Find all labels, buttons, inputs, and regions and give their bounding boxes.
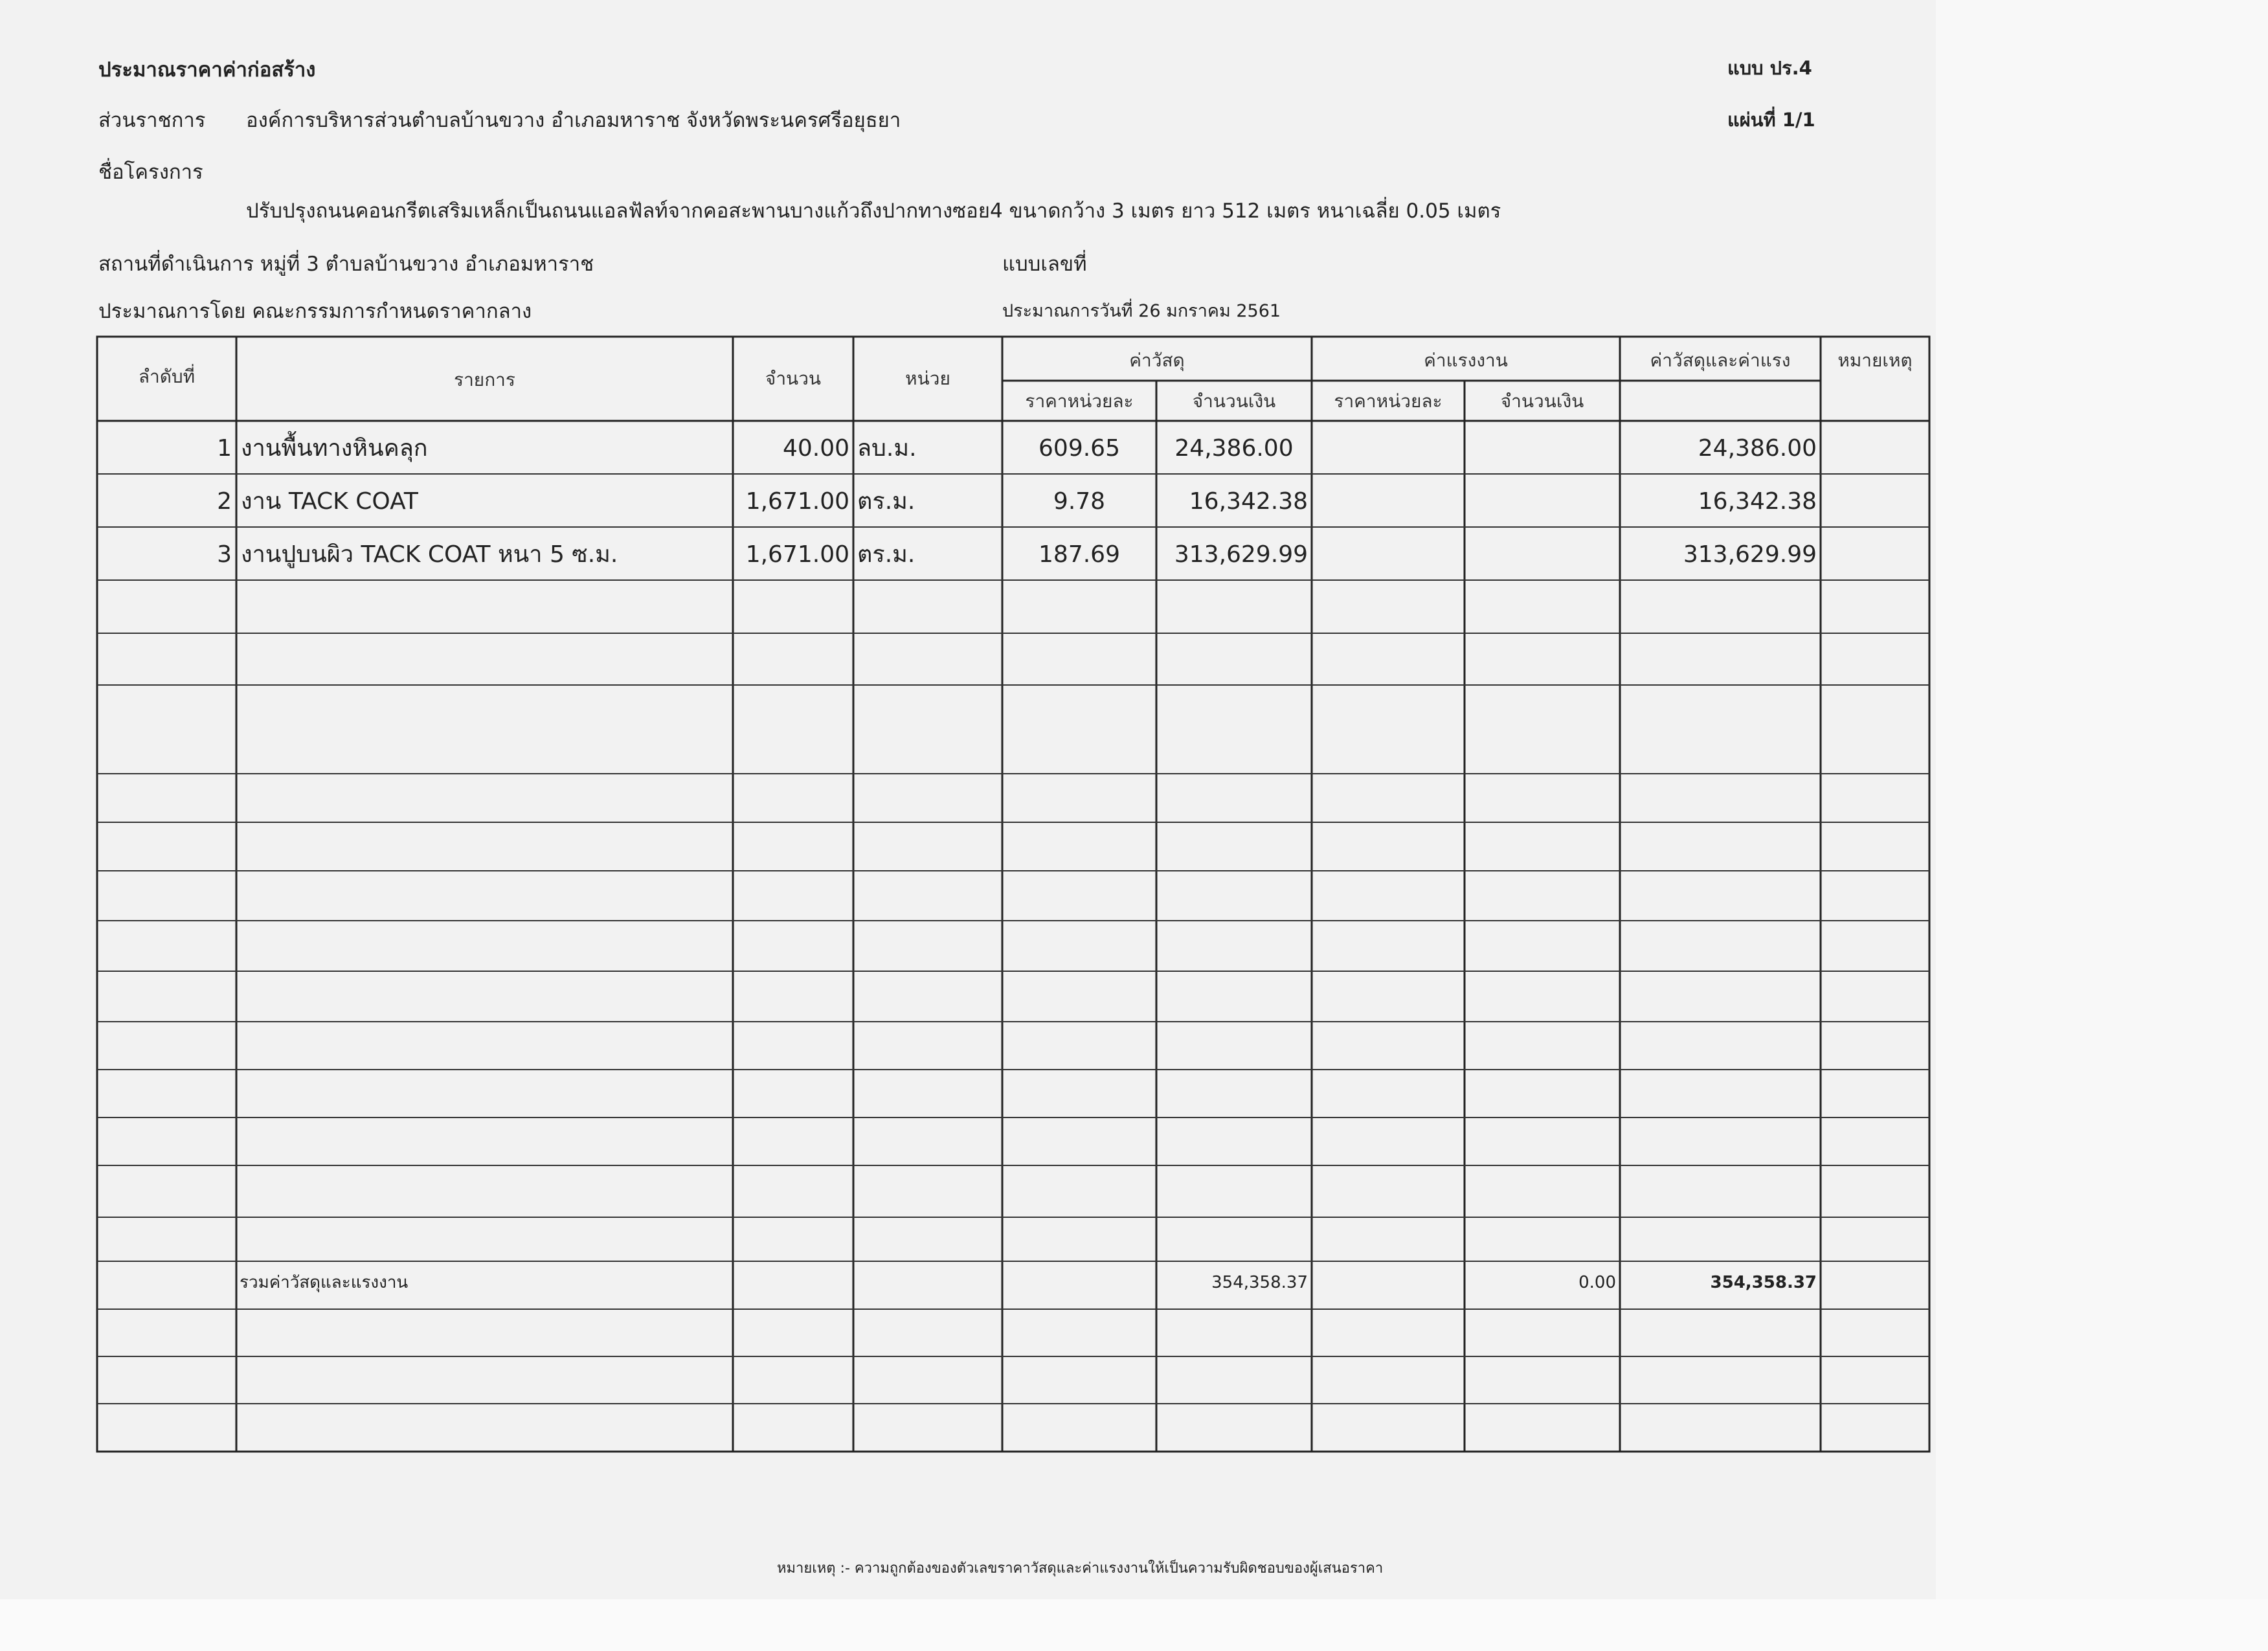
header-labor-amount: จำนวนเงิน <box>1500 390 1584 412</box>
summary-total: 354,358.37 <box>1710 1273 1817 1292</box>
header-labor-unit-price: ราคาหน่วยละ <box>1334 390 1443 412</box>
summary-labor-amount: 0.00 <box>1578 1273 1616 1292</box>
row-3-qty: 1,671.00 <box>745 541 849 568</box>
header-material-amount: จำนวนเงิน <box>1192 390 1276 412</box>
footer-note: หมายเหตุ :- ความถูกต้องของตัวเลขราคาวัสดุและค่าแรงงานให้เป็นความรับผิดชอบของผู้เสนอราคา <box>777 1560 1384 1577</box>
header-qty: จำนวน <box>765 368 822 389</box>
row-2-qty: 1,671.00 <box>745 488 849 515</box>
row-3-unit: ตร.ม. <box>857 541 915 568</box>
header-unit: หน่วย <box>905 368 950 389</box>
row-1-total: 24,386.00 <box>1698 435 1817 462</box>
project-name: ปรับปรุงถนนคอนกรีตเสริมเหล็กเป็นถนนแอลฟัลท์จากคอสะพานบางแก้วถึงปากทางซอย4 ขนาดกว้าง 3 เมตร ยาว 512 เมตร หนาเฉลี่ย 0.05 เมตร <box>246 199 1501 223</box>
row-3-seq: 3 <box>217 541 232 568</box>
row-3-item: งานปูบนผิว TACK COAT หนา 5 ซ.ม. <box>241 541 618 568</box>
row-2-material-amount: 16,342.38 <box>1189 488 1308 515</box>
document-title: ประมาณราคาค่าก่อสร้าง <box>98 58 316 82</box>
agency-label: ส่วนราชการ <box>98 109 206 132</box>
row-2-material-unit-price: 9.78 <box>1053 488 1106 515</box>
row-3-material-amount: 313,629.99 <box>1174 541 1308 568</box>
estimate-date: ประมาณการวันที่ 26 มกราคม 2561 <box>1002 301 1281 321</box>
row-1-qty: 40.00 <box>782 435 849 462</box>
row-2-item: งาน TACK COAT <box>241 488 418 515</box>
row-2-seq: 2 <box>217 488 232 515</box>
row-1-seq: 1 <box>217 435 232 462</box>
header-item: รายการ <box>454 369 515 390</box>
summary-material-amount: 354,358.37 <box>1211 1273 1308 1292</box>
drawing-number-label: แบบเลขที่ <box>1002 253 1087 276</box>
row-3-total: 313,629.99 <box>1683 541 1817 568</box>
estimated-by: ประมาณการโดย คณะกรรมการกำหนดราคากลาง <box>98 300 532 323</box>
header-material-unit-price: ราคาหน่วยละ <box>1025 390 1134 412</box>
location: สถานที่ดำเนินการ หมู่ที่ 3 ตำบลบ้านขวาง อำเภอมหาราช <box>98 253 594 276</box>
row-3-material-unit-price: 187.69 <box>1039 541 1120 568</box>
header-remark: หมายเหตุ <box>1837 350 1913 371</box>
header-seq: ลำดับที่ <box>138 366 196 387</box>
header-material: ค่าวัสดุ <box>1129 350 1185 371</box>
row-1-unit: ลบ.ม. <box>857 435 917 462</box>
row-1-material-amount: 24,386.00 <box>1174 435 1294 462</box>
row-1-item: งานพื้นทางหินคลุก <box>241 435 428 462</box>
summary-label: รวมค่าวัสดุและแรงงาน <box>240 1273 409 1292</box>
sheet-number: แผ่นที่ 1/1 <box>1727 109 1815 131</box>
row-1-material-unit-price: 609.65 <box>1039 435 1120 462</box>
row-2-unit: ตร.ม. <box>857 488 915 515</box>
header-labor: ค่าแรงงาน <box>1424 350 1508 371</box>
header-total: ค่าวัสดุและค่าแรง <box>1650 350 1791 371</box>
agency-value: องค์การบริหารส่วนตำบลบ้านขวาง อำเภอมหาราช จังหวัดพระนครศรีอยุธยา <box>246 109 901 132</box>
project-label: ชื่อโครงการ <box>98 161 203 184</box>
row-2-total: 16,342.38 <box>1698 488 1817 515</box>
form-code: แบบ ปร.4 <box>1727 57 1812 79</box>
